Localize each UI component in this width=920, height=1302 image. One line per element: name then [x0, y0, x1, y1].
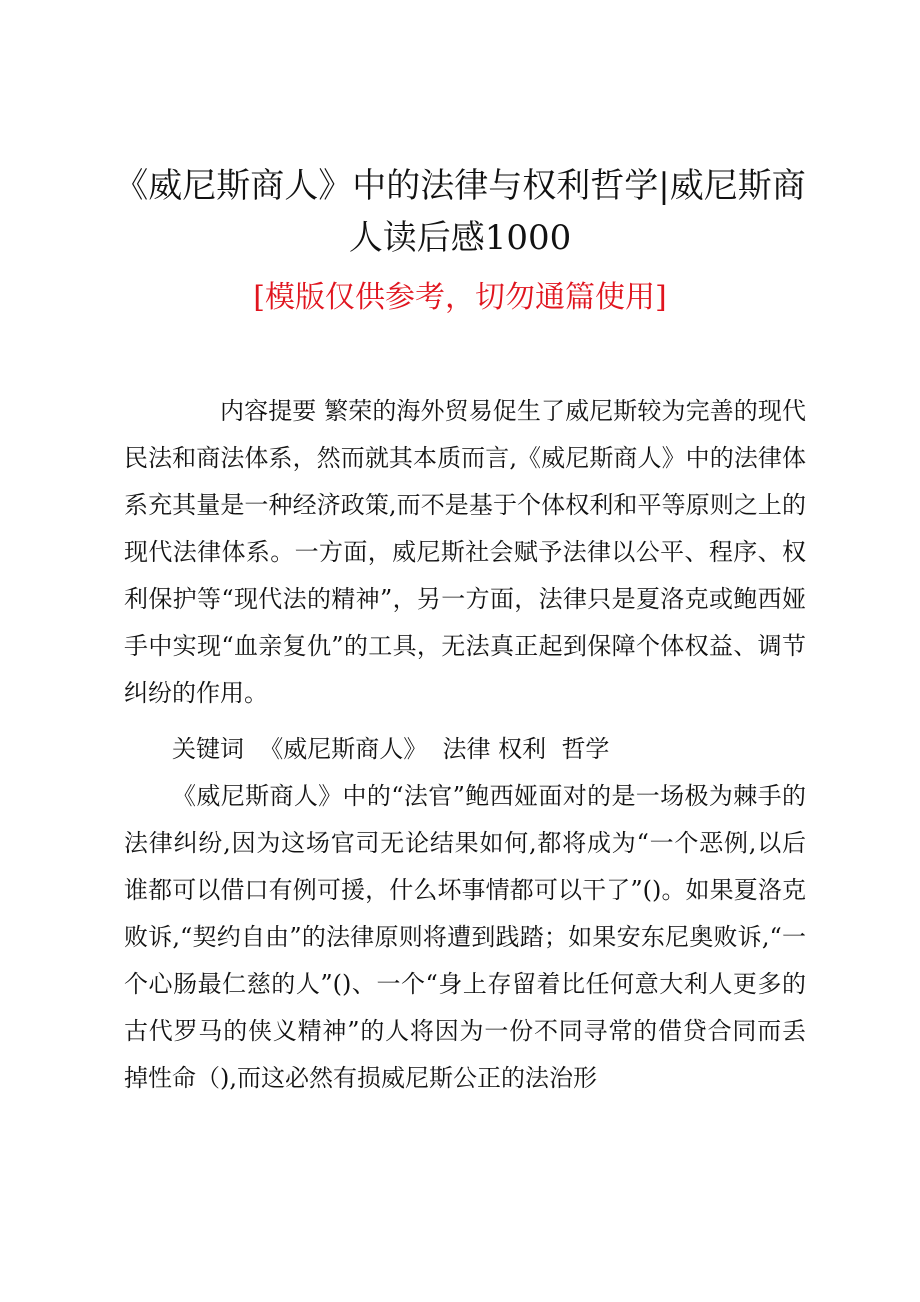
body-paragraph: 《威尼斯商人》中的“法官”鲍西娅面对的是一场极为棘手的法律纠纷,因为这场官司无论结果如何,都将成为“一个恶例,以后谁都可以借口有例可援，什么坏事情都可以干了”()。如果夏洛克败诉,“契约自由”的法律原则将遭到践踏；如果安东尼奥败诉,“一个心肠最仁慈的人”()、一个“身上存留着比任何意大利人更多的古代罗马的侠义精神”的人将因为一份不同寻常的借贷合同而丢掉性命（),而这必然有损威尼斯公正的法治形 — [124, 782, 806, 1092]
keyword-item: 《威尼斯商人》 — [259, 735, 428, 763]
keyword-item: 权利 — [498, 735, 547, 763]
keyword-item: 哲学 — [561, 735, 610, 763]
abstract-paragraph: 内容提要 繁荣的海外贸易促生了威尼斯较为完善的现代民法和商法体系，然而就其本质而言,《威尼斯商人》中的法律体系充其量是一种经济政策,而不是基于个体权利和平等原则之上的现代法律体系。一方面，威尼斯社会赋予法律以公平、程序、权利保护等“现代法的精神”，另一方面，法律只是夏洛克或鲍西娅手中实现“血亲复仇”的工具，无法真正起到保障个体权益、调节纠纷的作用。 — [124, 397, 806, 707]
document-title: 《威尼斯商人》中的法律与权利哲学|威尼斯商人读后感1000 — [114, 166, 806, 258]
keywords-label: 关键词 — [172, 735, 244, 763]
template-notice: [模版仅供参考，切勿通篇使用] — [253, 280, 667, 315]
keywords-line — [124, 726, 806, 773]
keyword-item: 法律 — [442, 735, 491, 763]
